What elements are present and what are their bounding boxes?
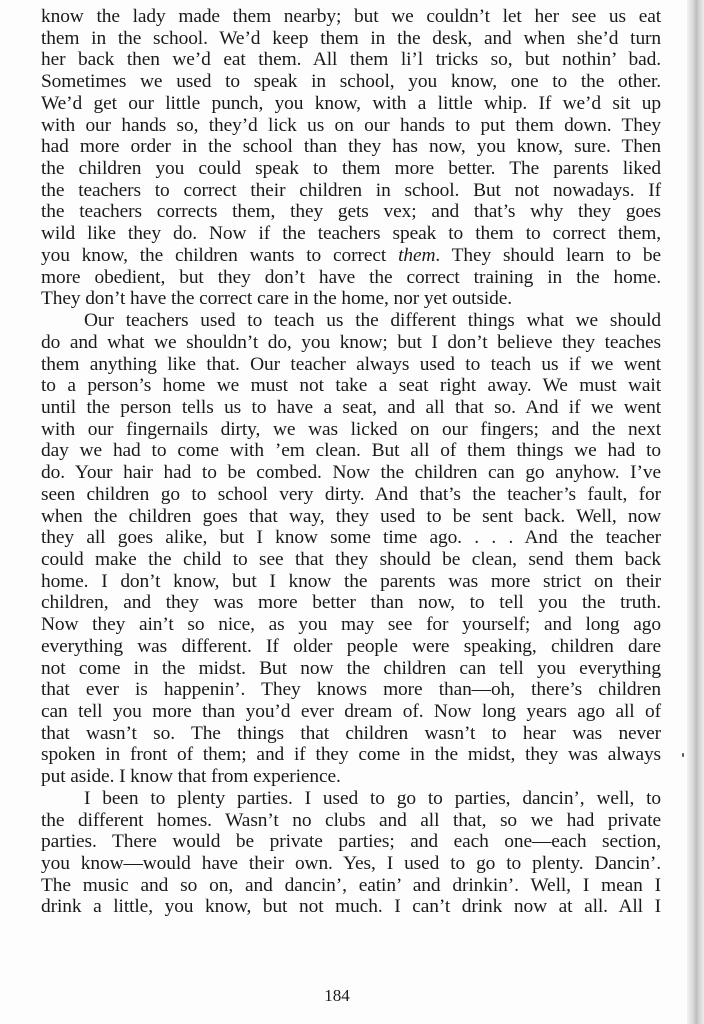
text-line: until the person tells us to have a seat, and all that so. And if we went: [41, 396, 661, 418]
text-line: the different homes. Wasn’t no clubs and all that, so we had private: [41, 809, 661, 831]
body-text: [41, 6, 661, 918]
text-line: that ever is happenin’. They knows more than—oh, there’s children: [41, 679, 661, 701]
scan-speck: [682, 753, 684, 757]
text-line: had more order in the school than they has now, you know, sure. Then: [41, 136, 661, 158]
text-line: Sometimes we used to speak in school, you know, one to the other.: [41, 71, 661, 93]
text-line: not come in the midst. But now the children can tell you everything: [41, 657, 661, 679]
text-line: do and what we shouldn’t do, you know; but I don’t believe they teaches: [41, 331, 661, 353]
text-line: more obedient, but they don’t have the correct training in the home.: [41, 266, 661, 288]
text-line: that wasn’t so. The things that children wasn’t to hear was never: [41, 722, 661, 744]
text-line: seen children go to school very dirty. And that’s the teacher’s fault, for: [41, 483, 661, 505]
text-line: the teachers to correct their children in school. But not nowadays. If: [41, 179, 661, 201]
text-line: the teachers corrects them, they gets vex; and that’s why they goes: [41, 201, 661, 223]
text-line: her back then we’d eat them. All them li’l tricks so, but nothin’ bad.: [41, 49, 661, 71]
text-line: put aside. I know that from experience.: [41, 766, 341, 788]
text-line: drink a little, you know, but not much. I can’t drink now at all. All I: [41, 896, 661, 918]
text-line: can tell you more than you’d ever dream of. Now long years ago all of: [41, 701, 661, 722]
italic-emphasis: them: [398, 244, 436, 266]
text-line: with our hands so, they’d lick us on our hands to put them down. They: [41, 114, 661, 136]
text-line: everything was different. If older people were speaking, children dare: [41, 635, 661, 657]
text-line-with-italic: you know, the children wants to correct them. They should learn to be: [41, 244, 661, 266]
page-number-text: 184: [324, 986, 350, 1005]
text-line: home. I don’t know, but I know the parents was more strict on their: [41, 570, 661, 592]
text-line: wild like they do. Now if the teachers speak to them to correct them,: [41, 223, 661, 245]
text-line: you know—would have their own. Yes, I used to go to plenty. Dancin’.: [41, 853, 661, 875]
text-line: Our teachers used to teach us the different things what we should: [84, 310, 661, 332]
text-line: them anything like that. Our teacher always used to teach us if we went: [41, 353, 661, 375]
page-gutter-shadow: [687, 0, 704, 1024]
text-line: could make the child to see that they should be clean, send them back: [41, 548, 661, 570]
text-line: they all goes alike, but I know some time ago. . . . And the teacher: [41, 527, 661, 549]
text-line: when the children goes that way, they used to be sent back. Well, now: [41, 505, 661, 527]
text-line: the children you could speak to them more better. The parents liked: [41, 158, 661, 180]
text-line: They don’t have the correct care in the home, nor yet outside.: [41, 288, 513, 310]
text-line: The music and so on, and dancin’, eatin’ and drinkin’. Well, I mean I: [41, 874, 661, 896]
text-line: know the lady made them nearby; but we couldn’t let her see us eat: [41, 6, 661, 27]
text-line: We’d get our little punch, you know, with a little whip. If we’d sit up: [41, 92, 661, 114]
text-line: Now they ain’t so nice, as you may see for yourself; and long ago: [41, 614, 661, 636]
paragraph-1: [41, 6, 661, 310]
text-line: day we had to come with ’em clean. But all of them things we had to: [41, 440, 661, 462]
text-line: do. Your hair had to be combed. Now the children can go anyhow. I’ve: [41, 462, 661, 484]
text-line: to a person’s home we must not take a seat right away. We must wait: [41, 375, 661, 397]
paragraph-2: [41, 310, 661, 788]
text-line: with our fingernails dirty, we was licked on our fingers; and the next: [41, 418, 661, 440]
text-line: them in the school. We’d keep them in the desk, and when she’d turn: [41, 27, 661, 49]
text-line: parties. There would be private parties; and each one—each section,: [41, 831, 661, 853]
text-line: I been to plenty parties. I used to go to parties, dancin’, well, to: [84, 787, 661, 809]
paragraph-3: [41, 788, 661, 918]
text-line: children, and they was more better than now, to tell you the truth.: [41, 592, 661, 614]
page-number: [0, 986, 704, 1006]
text-line: spoken in front of them; and if they come in the midst, they was always: [41, 744, 661, 766]
